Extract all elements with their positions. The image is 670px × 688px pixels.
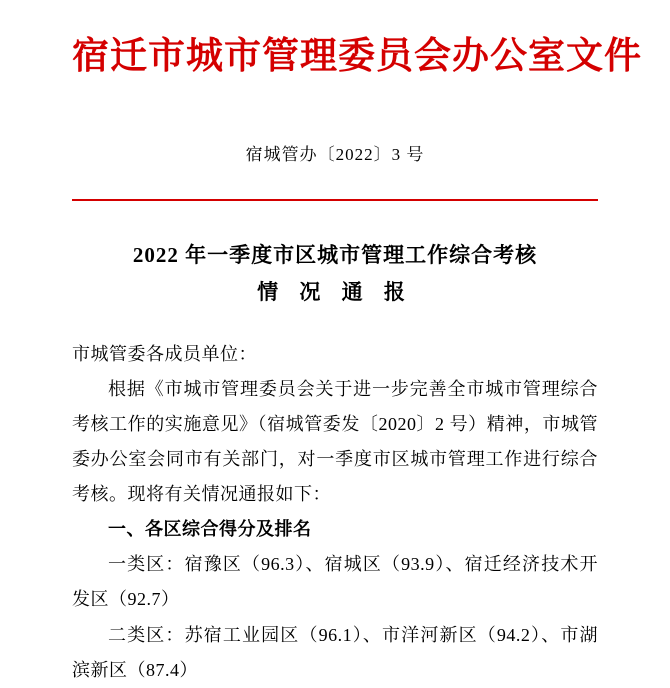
document-number: 宿城管办〔2022〕3 号 <box>245 145 425 165</box>
subject-line-2: 情 况 通 报 <box>257 280 413 304</box>
salutation: 市城管委各成员单位： <box>72 343 257 364</box>
document-page <box>0 34 670 686</box>
document-subject <box>72 237 598 311</box>
subject-line-1: 2022 年一季度市区城市管理工作综合考核 <box>132 243 538 268</box>
document-body <box>72 337 598 688</box>
document-header-title: 宿迁市城市管理委员会办公室文件 <box>72 36 642 77</box>
section-1-item-1: 一类区：宿豫区（96.3）、宿城区（93.9）、宿迁经济技术开发区（92.7） <box>72 554 598 610</box>
body-paragraph-1: 根据《市城市管理委员会关于进一步完善全市城市管理综合考核工作的实施意见》（宿城管委发〔2020〕2 号）精神，市城管委办公室会同市有关部门，对一季度市区城市管理工作进行综合考核。现将有关情况通报如下： <box>72 378 598 505</box>
section-1-item-2: 二类区：苏宿工业园区（96.1）、市洋河新区（94.2）、市湖滨新区（87.4） <box>72 624 598 680</box>
section-heading-1: 一、各区综合得分及排名 <box>108 519 312 540</box>
red-divider-rule <box>72 199 598 201</box>
